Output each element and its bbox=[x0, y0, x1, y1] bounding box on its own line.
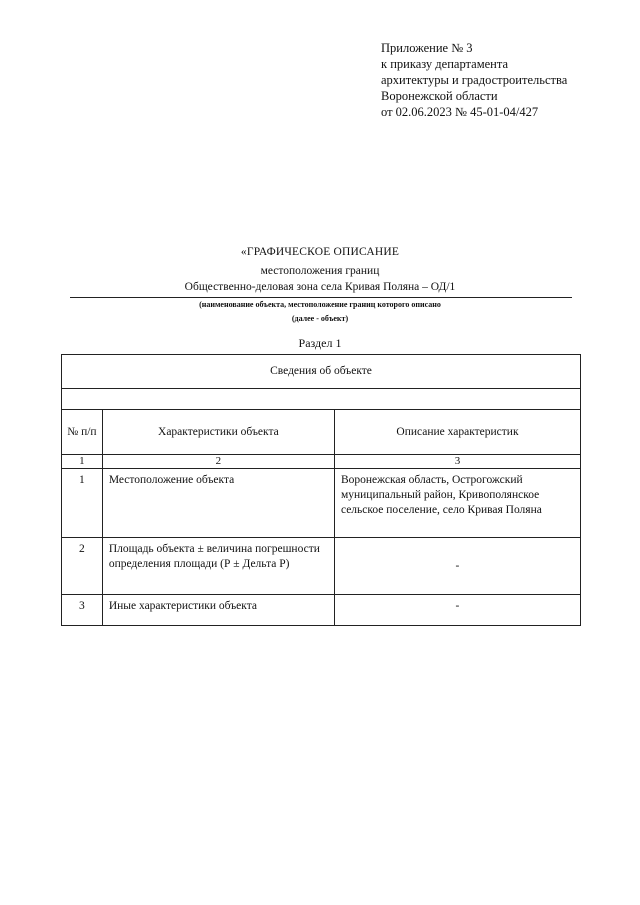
appendix-block bbox=[381, 40, 631, 120]
table-caption: Сведения об объекте bbox=[62, 355, 581, 389]
appendix-line: от 02.06.2023 № 45-01-04/427 bbox=[381, 105, 539, 119]
appendix-line: к приказу департамента bbox=[381, 57, 509, 71]
row-number: 2 bbox=[62, 538, 103, 595]
column-number: 3 bbox=[334, 455, 580, 469]
appendix-line: Приложение № 3 bbox=[381, 41, 473, 55]
header-characteristic: Характеристики объекта bbox=[102, 410, 334, 455]
row-characteristic: Площадь объекта ± величина погрешности определения площади (Р ± Дельта Р) bbox=[102, 538, 334, 595]
column-number: 2 bbox=[102, 455, 334, 469]
row-number: 1 bbox=[62, 469, 103, 538]
object-name-note: (наименование объекта, местоположение границ которого описано bbox=[199, 300, 441, 309]
table-row bbox=[62, 595, 581, 626]
row-description: - bbox=[334, 595, 580, 626]
appendix-line: архитектуры и градостроительства bbox=[381, 73, 568, 87]
section-heading: Раздел 1 bbox=[298, 336, 342, 350]
document-subtitle: местоположения границ bbox=[260, 265, 380, 277]
header-description: Описание характеристик bbox=[334, 410, 580, 455]
table-empty-row bbox=[62, 389, 581, 410]
header-number: № п/п bbox=[62, 410, 103, 455]
row-characteristic: Иные характеристики объекта bbox=[102, 595, 334, 626]
table-column-numbers-row bbox=[62, 455, 581, 469]
row-description: - bbox=[334, 538, 580, 595]
row-description: Воронежская область, Острогожский муниципальный район, Кривополянское сельское поселение, село Кривая Поляна bbox=[334, 469, 580, 538]
column-number: 1 bbox=[62, 455, 103, 469]
table-row bbox=[62, 469, 581, 538]
row-characteristic: Местоположение объекта bbox=[102, 469, 334, 538]
object-info-table bbox=[61, 354, 581, 626]
table-row bbox=[62, 538, 581, 595]
object-name-underline bbox=[70, 297, 572, 298]
appendix-line: Воронежской области bbox=[381, 89, 498, 103]
object-name: Общественно-деловая зона села Кривая Поляна – ОД/1 bbox=[184, 281, 456, 293]
table-header-row bbox=[62, 410, 581, 455]
object-name-note-2: (далее - объект) bbox=[291, 314, 349, 323]
row-number: 3 bbox=[62, 595, 103, 626]
document-title: «ГРАФИЧЕСКОЕ ОПИСАНИЕ bbox=[240, 246, 400, 258]
